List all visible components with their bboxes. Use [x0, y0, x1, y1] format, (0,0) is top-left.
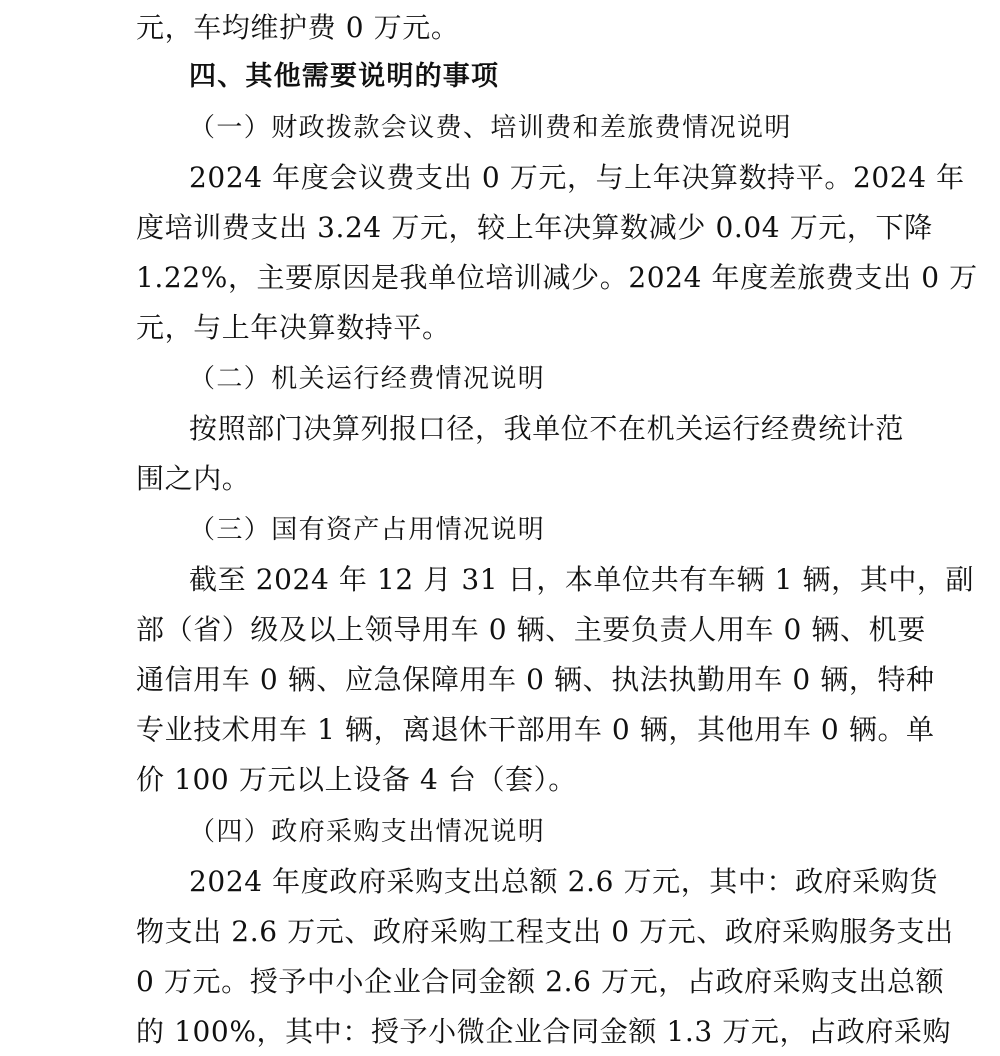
paragraph-line: 价 100 万元以上设备 4 台（套）。: [136, 763, 577, 796]
paragraph-line: 部（省）级及以上领导用车 0 辆、主要负责人用车 0 辆、机要: [136, 613, 926, 646]
subsection-heading: （三）国有资产占用情况说明: [189, 515, 546, 545]
paragraph-line: 1.22%，主要原因是我单位培训减少。2024 年度差旅费支出 0 万: [136, 261, 978, 294]
paragraph-line: 2024 年度会议费支出 0 万元，与上年决算数持平。2024 年: [189, 161, 965, 194]
subsection-heading: （一）财政拨款会议费、培训费和差旅费情况说明: [189, 113, 792, 143]
subsection-heading: （二）机关运行经费情况说明: [189, 364, 546, 394]
paragraph-line: 0 万元。授予中小企业合同金额 2.6 万元，占政府采购支出总额: [136, 965, 945, 998]
paragraph-line: 围之内。: [136, 462, 251, 495]
paragraph-line: 2024 年度政府采购支出总额 2.6 万元，其中：政府采购货: [189, 865, 939, 898]
paragraph-line: 度培训费支出 3.24 万元，较上年决算数减少 0.04 万元，下降: [136, 211, 933, 244]
paragraph-line: 专业技术用车 1 辆，离退休干部用车 0 辆，其他用车 0 辆。单: [136, 713, 935, 746]
section-heading: 四、其他需要说明的事项: [189, 61, 500, 92]
paragraph-line: 按照部门决算列报口径，我单位不在机关运行经费统计范: [189, 412, 905, 445]
paragraph-line: 物支出 2.6 万元、政府采购工程支出 0 万元、政府采购服务支出: [136, 915, 954, 948]
paragraph-line: 元，车均维护费 0 万元。: [136, 11, 460, 44]
subsection-heading: （四）政府采购支出情况说明: [189, 817, 546, 847]
paragraph-line: 的 100%，其中：授予小微企业合同金额 1.3 万元，占政府采购: [136, 1015, 952, 1048]
paragraph-line: 元，与上年决算数持平。: [136, 311, 451, 344]
paragraph-line: 通信用车 0 辆、应急保障用车 0 辆、执法执勤用车 0 辆，特种: [136, 663, 935, 696]
paragraph-line: 截至 2024 年 12 月 31 日，本单位共有车辆 1 辆，其中，副: [189, 563, 975, 596]
